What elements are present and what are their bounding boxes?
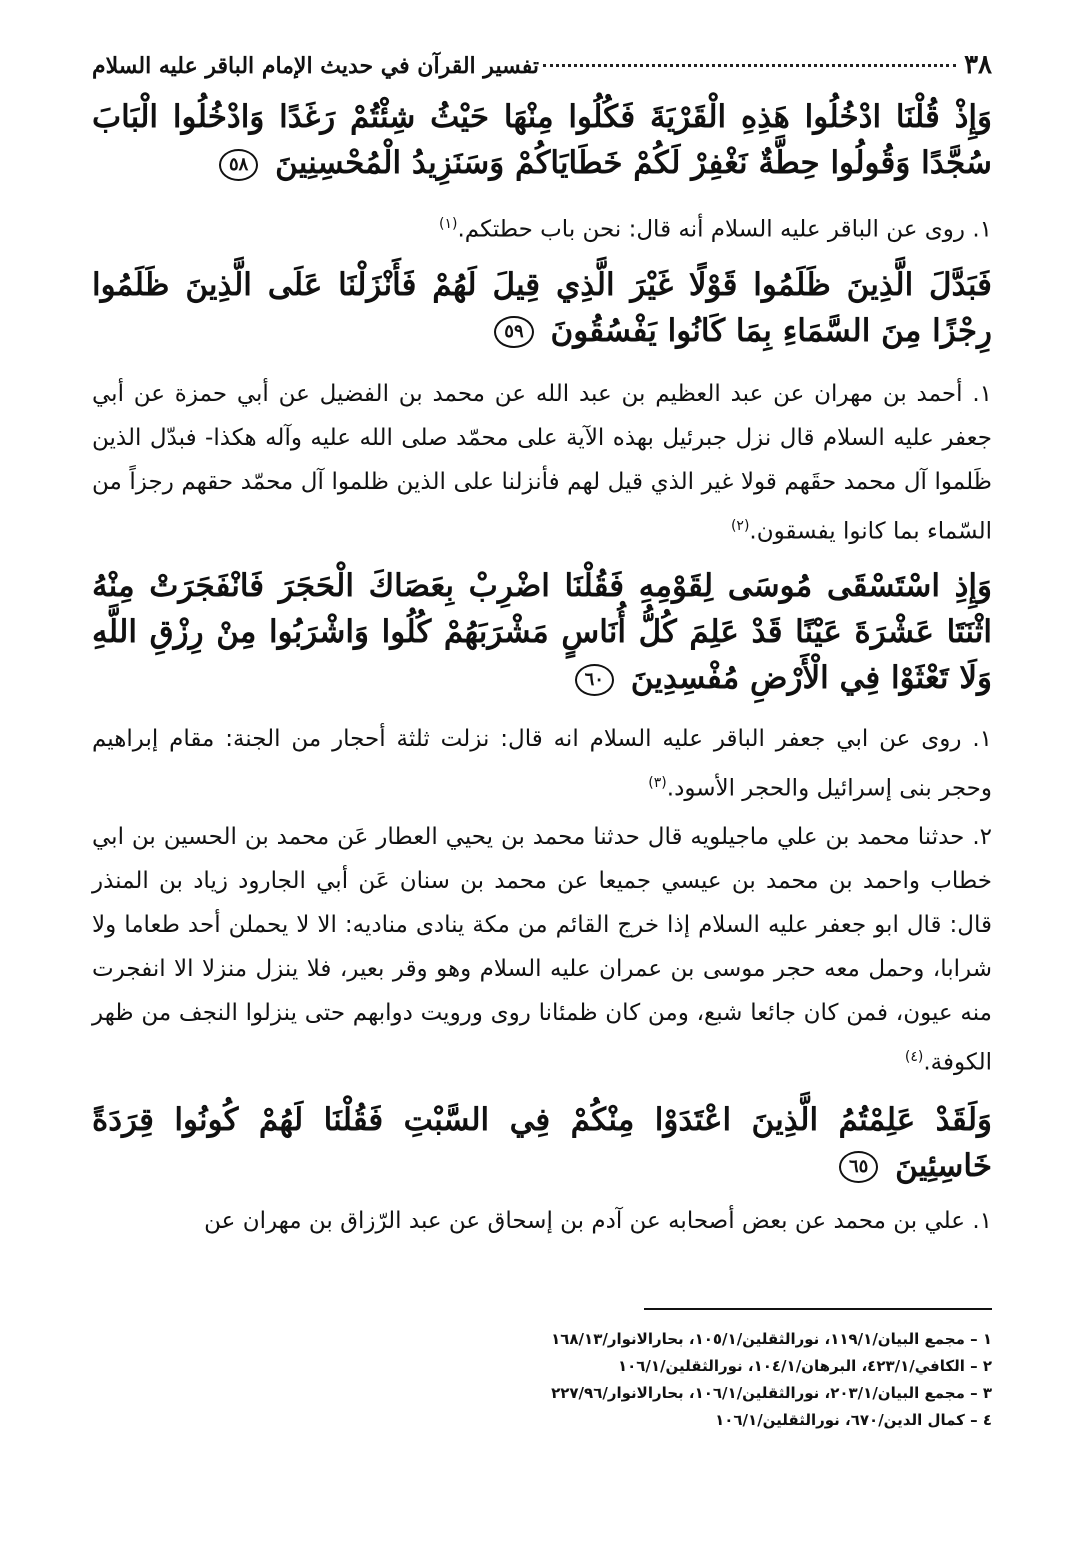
page-number: ٣٨ [964, 50, 992, 80]
footnote-2: ٢ – الكافي/٤٢٣/١، البرهان/١٠٤/١، نورالثقلين/١٠٦/١ [617, 1357, 992, 1375]
ayah-number-marker: ٦٥ [839, 1151, 878, 1183]
hadith-59-1 [92, 372, 992, 554]
verse-text: فَبَدَّلَ الَّذِينَ ظَلَمُوا قَوْلًا غَيْرَ الَّذِي قِيلَ لَهُمْ فَأَنْزَلْنَا عَلَى الَّذِينَ ظَلَمُوا رِجْزًا مِنَ السَّمَاءِ بِمَا كَانُوا يَفْسُقُونَ [92, 266, 992, 349]
running-title: تفسير القرآن في حديث الإمام الباقر عليه السلام [92, 53, 539, 79]
hadith-text: ١. روى عن ابي جعفر الباقر عليه السلام انه قال: نزلت ثلثة أحجار من الجنة: مقام إبراهيم وحجر بنى إسرائيل والحجر الأسود. [92, 726, 992, 802]
verse-58 [92, 94, 992, 186]
book-page [92, 50, 992, 1510]
hadith-58-1 [92, 202, 992, 252]
footnote-1: ١ – مجمع البيان/١١٩/١، نورالثقلين/١٠٥/١، بحارالانوار/١٦٨/١٣ [551, 1330, 992, 1348]
footnote-ref: (٢) [730, 517, 750, 534]
hadith-60-2 [92, 815, 992, 1085]
hadith-60-1 [92, 717, 992, 811]
footnote-ref: (٤) [904, 1048, 924, 1065]
footnote-divider [644, 1308, 992, 1310]
ayah-number-marker: ٥٩ [494, 316, 533, 348]
verse-text: وَإِذِ اسْتَسْقَى مُوسَى لِقَوْمِهِ فَقُلْنَا اضْرِبْ بِعَصَاكَ الْحَجَرَ فَانْفَجَرَتْ مِنْهُ اثْنَتَا عَشْرَةَ عَيْنًا قَدْ عَلِمَ كُلُّ أُنَاسٍ مَشْرَبَهُمْ كُلُوا وَاشْرَبُوا مِنْ رِزْقِ اللَّهِ وَلَا تَعْثَوْا فِي الْأَرْضِ مُفْسِدِينَ [92, 568, 992, 697]
footnote-4: ٤ – كمال الدين/٦٧٠، نورالثقلين/١٠٦/١ [715, 1411, 992, 1429]
hadith-text: ١. علي بن محمد عن بعض أصحابه عن آدم بن إسحاق عن عبد الرّزاق بن مهران عن [204, 1207, 992, 1234]
page-header [92, 50, 992, 90]
verse-65 [92, 1097, 992, 1189]
hadith-65-1 [92, 1199, 992, 1243]
hadith-text: ١. أحمد بن مهران عن عبد العظيم بن عبد الله عن محمد بن الفضيل عن أبي حمزة عن أبي جعفر عليه السلام قال نزل جبرئيل بهذه الآية على محمّد صلى الله عليه وآله هكذا- فبدّل الذين ظَلموا آل محمد حقَهم قولا غير الذي قيل لهم فأنزلنا على الذين ظلموا آل محمّد حقهم رجزاً من السّماء بما كانوا يفسقون. [92, 380, 992, 545]
verse-text: وَإِذْ قُلْنَا ادْخُلُوا هَذِهِ الْقَرْيَةَ فَكُلُوا مِنْهَا حَيْثُ شِئْتُمْ رَغَدًا وَادْخُلُوا الْبَابَ سُجَّدًا وَقُولُوا حِطَّةٌ نَغْفِرْ لَكُمْ خَطَايَاكُمْ وَسَنَزِيدُ الْمُحْسِنِينَ [92, 99, 992, 181]
footnote-ref: (١) [439, 216, 458, 232]
hadith-text: ٢. حدثنا محمد بن علي ماجيلويه قال حدثنا محمد بن يحيي العطار عَن محمد بن الحسين بن ابي خطاب واحمد بن محمد بن عيسي جميعا عن محمد بن سنان عَن أبي الجارود زياد بن المنذر قال: قال ابو جعفر عليه السلام إذا خرج القائم من مكة ينادى مناديه: الا لا يحملن أحد طعاما ولا شرابا، وحمل معه حجر موسى بن عمران عليه السلام وهو وقر بعير، فلا ينزل منزلا الا انفجرت منه عيون، فمن كان جائعا شبع، ومن كان ظمئانا روى ورويت دوابهم حتى ينزلوا النجف من ظهر الكوفة. [92, 823, 992, 1076]
ayah-number-marker: ٦٠ [575, 664, 614, 696]
hadith-text: ١. روى عن الباقر عليه السلام أنه قال: نحن باب حطتكم. [457, 216, 992, 243]
footnote-ref: (٣) [648, 775, 667, 792]
footnotes [92, 1326, 992, 1434]
verse-59 [92, 262, 992, 354]
ayah-number-marker: ٥٨ [219, 149, 258, 181]
header-dot-leader [543, 64, 956, 67]
verse-text: وَلَقَدْ عَلِمْتُمُ الَّذِينَ اعْتَدَوْا مِنْكُمْ فِي السَّبْتِ فَقُلْنَا لَهُمْ كُونُوا قِرَدَةً خَاسِئِينَ [92, 1101, 992, 1184]
footnote-3: ٣ – مجمع البيان/٢٠٣/١، نورالثقلين/١٠٦/١، بحارالانوار/٢٢٧/٩٦ [551, 1384, 992, 1402]
verse-60 [92, 563, 992, 701]
